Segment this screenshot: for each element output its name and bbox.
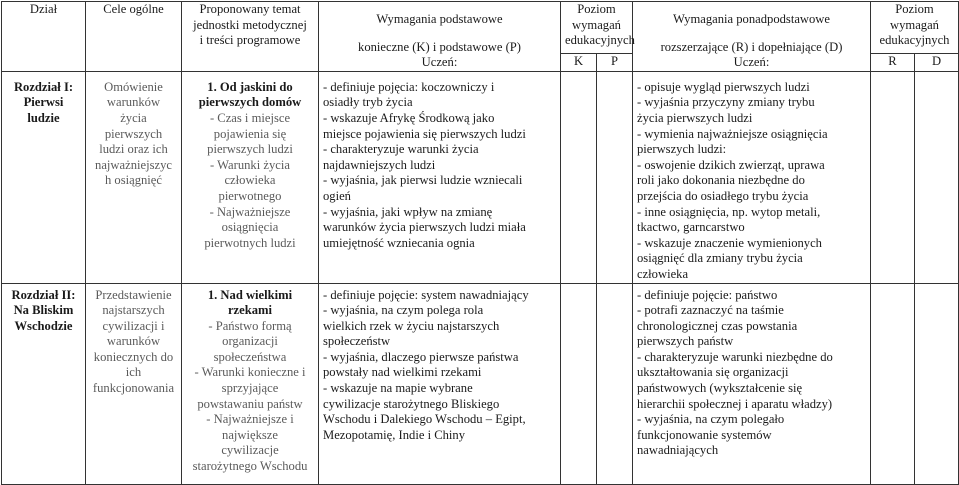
row-wymagania-ponadpodstawowe: - opisuje wygląd pierwszych ludzi - wyjaśnia przyczyny zmiany trybu życia pierwszych ludzi - wymienia najważniejsze osiągnięcia pierwszych ludzi: - oswojenie dzikich zwierząt, uprawa roli jako dokonania niezbędne do przejścia do osiadłego trybu życia - inne osiągnięcia, np. wytop metali, tkactwo, garncarstwo - wskazuje znaczenie wymienionych osiągnięć dla zmiany trybu życia człowieka xyxy=(633,71,871,283)
row-cele: Omówienie warunków życia pierwszych ludzi oraz ich najważniejszyc h osiągnięć xyxy=(86,71,182,283)
row-level-k xyxy=(561,283,597,484)
row-level-r xyxy=(871,283,915,484)
table-row xyxy=(2,283,959,484)
requirements-table xyxy=(1,1,959,485)
header-wymagania-podstawowe: Wymagania podstawowe konieczne (K) i podstawowe (P) Uczeń: xyxy=(319,2,561,72)
header-cele: Cele ogólne xyxy=(86,2,182,72)
row-wymagania-ponadpodstawowe: - definiuje pojęcie: państwo - potrafi zaznaczyć na taśmie chronologicznej czas powstania pierwszych państw - charakteryzuje warunki niezbędne do ukształtowania się organizacji państwowych (wykształcenie się hierarchii społecznej i aparatu władzy) - wyjaśnia, na czym polegało funkcjonowanie systemów nawadniających xyxy=(633,283,871,484)
row-level-r xyxy=(871,71,915,283)
row-level-d xyxy=(915,71,959,283)
header-poziom-rd: Poziom wymagań edukacyjnych xyxy=(871,2,959,54)
header-temat: Proponowany temat jednostki metodycznej i treści programowe xyxy=(182,2,319,72)
row-dzial: Rozdział II: Na Bliskim Wschodzie xyxy=(2,283,86,484)
row-temat: 1. Od jaskini do pierwszych domów - Czas i miejsce pojawienia się pierwszych ludzi - Warunki życia człowieka pierwotnego - Najważniejsze osiągnięcia pierwotnych ludzi xyxy=(182,71,319,283)
header-row xyxy=(2,2,959,54)
header-p: P xyxy=(597,53,633,71)
row-level-p xyxy=(597,283,633,484)
header-k: K xyxy=(561,53,597,71)
header-d: D xyxy=(915,53,959,71)
header-wymagania-ponadpodstawowe: Wymagania ponadpodstawowe rozszerzające (R) i dopełniające (D) Uczeń: xyxy=(633,2,871,72)
header-r: R xyxy=(871,53,915,71)
row-level-p xyxy=(597,71,633,283)
row-level-k xyxy=(561,71,597,283)
row-wymagania-podstawowe: - definiuje pojęcie: system nawadniający - wyjaśnia, na czym polega rola wielkich rzek w życiu najstarszych społeczeństw - wyjaśnia, dlaczego pierwsze państwa powstały nad wielkimi rzekami - wskazuje na mapie wybrane cywilizacje starożytnego Bliskiego Wschodu i Dalekiego Wschodu – Egipt, Mezopotamię, Indie i Chiny xyxy=(319,283,561,484)
row-temat: 1. Nad wielkimi rzekami - Państwo formą organizacji społeczeństwa - Warunki konieczne i sprzyjające powstawaniu państw - Najważniejsze i największe cywilizacje starożytnego Wschodu xyxy=(182,283,319,484)
row-cele: Przedstawienie najstarszych cywilizacji i warunków koniecznych do ich funkcjonowania xyxy=(86,283,182,484)
header-dzial: Dział xyxy=(2,2,86,72)
row-level-d xyxy=(915,283,959,484)
table-row xyxy=(2,71,959,283)
header-poziom-kp: Poziom wymagań edukacyjnych xyxy=(561,2,633,54)
row-wymagania-podstawowe: - definiuje pojęcia: koczowniczy i osiadły tryb życia - wskazuje Afrykę Środkową jako miejsce pojawienia się pierwszych ludzi - charakteryzuje warunki życia najdawniejszych ludzi - wyjaśnia, jak pierwsi ludzie wzniecali ogień - wyjaśnia, jaki wpływ na zmianę warunków życia pierwszych ludzi miała umiejętność wzniecania ognia xyxy=(319,71,561,283)
row-dzial: Rozdział I: Pierwsi ludzie xyxy=(2,71,86,283)
